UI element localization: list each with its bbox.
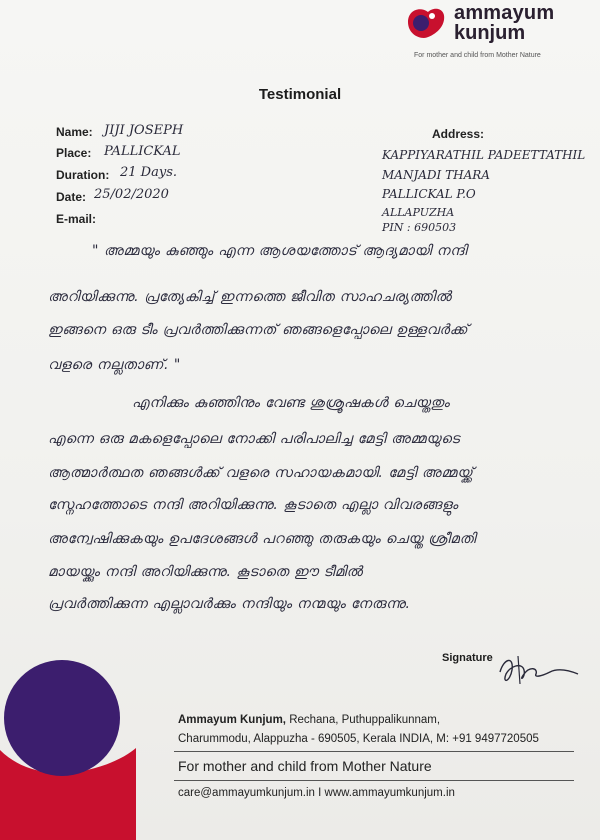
testimonial-line: അറിയിക്കുന്നു. പ്രത്യേകിച്ച് ഇന്നത്തെ ജീവിത സാഹചര്യത്തിൽ [48, 289, 452, 305]
place-label: Place: [56, 146, 92, 160]
place-value: PALLICKAL [104, 144, 181, 159]
footer-divider [174, 780, 574, 781]
testimonial-line: " അമ്മയും കുഞ്ഞും എന്ന ആശയത്തോട് ആദ്യമായി നന്ദി [92, 243, 468, 259]
address-line: PIN : 690503 [382, 221, 457, 234]
address-line: KAPPIYARATHIL PADEETTATHIL [382, 148, 586, 162]
brand-tagline: For mother and child from Mother Nature [414, 52, 541, 59]
address-line: PALLICKAL P.O [382, 187, 476, 201]
brand-name-line2: kunjum [454, 22, 526, 44]
testimonial-line: സ്നേഹത്തോടെ നന്ദി അറിയിക്കുന്നു. കൂടാതെ എല്ലാ വിവരങ്ങളും [48, 497, 459, 513]
footer-org-name: Ammayum Kunjum, [178, 714, 286, 726]
testimonial-line: എന്നെ ഒരു മകളെപ്പോലെ നോക്കി പരിപാലിച്ച മേട്ടി അമ്മയുടെ [48, 431, 460, 447]
email-label: E-mail: [56, 212, 97, 226]
address-line: ALLAPUZHA [382, 206, 455, 219]
name-value: JIJI JOSEPH [104, 123, 184, 138]
date-label: Date: [56, 190, 87, 204]
testimonial-line: ആത്മാർത്ഥത ഞങ്ങൾക്ക് വളരെ സഹായകമായി. മേട്ടി അമ്മയ്ക്ക് [48, 465, 474, 481]
testimonial-line: ഇങ്ങനെ ഒരു ടീം പ്രവർത്തിക്കുന്നത് ഞങ്ങളെപ്പോലെ ഉള്ളവർക്ക് [48, 322, 469, 338]
page-title: Testimonial [258, 86, 342, 103]
footer-address-line1: Rechana, Puthuppalikunnam, [286, 714, 441, 726]
name-label: Name: [56, 125, 93, 139]
logo-heart-icon [404, 4, 448, 40]
signature-label: Signature [442, 652, 493, 664]
duration-value: 21 Days. [120, 165, 177, 180]
footer-tagline: For mother and child from Mother Nature [178, 758, 432, 774]
signature-scribble [494, 648, 584, 690]
testimonial-line: മായയ്ക്കും നന്ദി അറിയിക്കുന്നു. കൂടാതെ ഈ ടീമിൽ [48, 564, 363, 580]
brand-name-line1: ammayum [454, 2, 555, 24]
testimonial-line: വളരെ നല്ലതാണ്. " [48, 357, 181, 373]
footer-logo-shape [0, 660, 140, 840]
footer-address-line2: Charummodu, Alappuzha - 690505, Kerala INDIA, M: +91 9497720505 [178, 733, 539, 745]
footer-contact: care@ammayumkunjum.in I www.ammayumkunjum.in [178, 787, 455, 799]
date-value: 25/02/2020 [94, 187, 169, 202]
footer-org-address [178, 714, 440, 726]
footer-divider [174, 751, 574, 752]
testimonial-line: പ്രവർത്തിക്കുന്ന എല്ലാവർക്കും നന്ദിയും നന്മയും നേരുന്നു. [48, 596, 411, 612]
duration-label: Duration: [56, 168, 110, 182]
testimonial-line: എനിക്കും കുഞ്ഞിനും വേണ്ട ശുശ്രൂഷകൾ ചെയ്തതും [132, 395, 450, 411]
address-label: Address: [432, 127, 485, 141]
address-line: MANJADI THARA [382, 168, 490, 182]
testimonial-line: അന്വേഷിക്കുകയും ഉപദേശങ്ങൾ പറഞ്ഞു തരുകയും ചെയ്ത ശ്രീമതി [48, 531, 476, 547]
brand-logo [404, 2, 600, 72]
